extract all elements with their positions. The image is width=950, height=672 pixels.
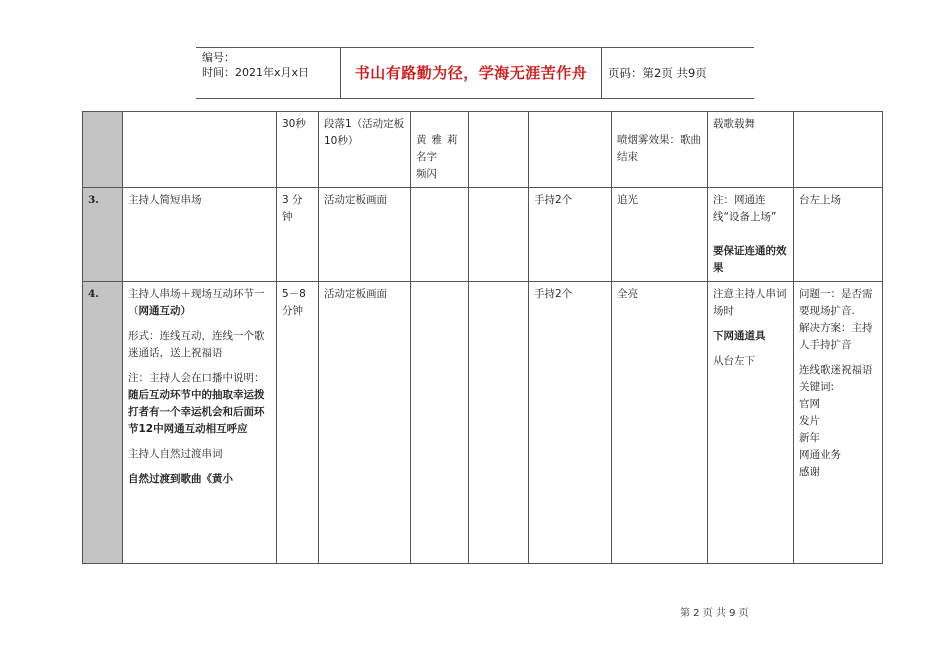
row-col6 [469, 188, 529, 282]
row-screen: 活动定板画面 [319, 282, 411, 564]
row-performer [411, 112, 469, 188]
keyword: 官网 [799, 398, 820, 410]
row-performer [411, 282, 469, 564]
row-screen: 活动定板画面 [319, 188, 411, 282]
header-page-number: 页码：第2页 共9页 [608, 66, 707, 80]
keyword: 网通业务 [799, 449, 841, 461]
row-performer [411, 188, 469, 282]
row-light [612, 112, 708, 188]
schedule-table [82, 111, 883, 564]
performer-name: 黄雅莉 [416, 134, 463, 146]
row-remark: 台左上场 [794, 188, 883, 282]
row-col6 [469, 112, 529, 188]
header-meta [202, 50, 340, 80]
content-form: 形式：连线互动，连线一个歌迷通话，送上祝福语 [128, 330, 265, 359]
header-divider [601, 48, 602, 98]
remark-solution: 解决方案：主持人手持扩音 [799, 322, 873, 351]
row-mic [529, 112, 612, 188]
note-bold: 下网通道具 [713, 330, 766, 342]
remark-keywords-label: 连线歌迷祝福语关键词: [799, 364, 873, 393]
serial-label: 编号： [202, 51, 235, 64]
row-note [708, 112, 794, 188]
keyword: 发片 [799, 415, 820, 427]
header-motto: 书山有路勤为径，学海无涯苦作舟 [354, 64, 588, 82]
performer-line: 名字 [416, 151, 437, 163]
light-text: 喷烟雾效果：歌曲结束 [617, 134, 701, 163]
content-note: 注：主持人会在口播中说明： [128, 372, 265, 384]
page-footer: 第 2 页 共 9 页 [680, 608, 749, 619]
row-screen [319, 112, 411, 188]
row-content [123, 112, 277, 188]
row-note [708, 282, 794, 564]
note-text: 从台左下 [713, 355, 755, 367]
note-text: 注意主持人串词场时 [713, 288, 787, 317]
row-number [83, 112, 123, 188]
row-remark [794, 282, 883, 564]
note-bold: 要保证连通的效果 [713, 245, 787, 274]
content-bold: 随后互动环节中的抽取幸运拨打者有一个幸运机会和后面环节12中网通互动相互呼应 [128, 389, 265, 435]
row-mic: 手持2个 [529, 282, 612, 564]
row-duration: 30秒 [277, 112, 319, 188]
row-note [708, 188, 794, 282]
row-duration: 5－8分钟 [277, 282, 319, 564]
row-col6 [469, 282, 529, 564]
time-label: 时间：2021年x月x日 [202, 66, 310, 79]
row-mic: 手持2个 [529, 188, 612, 282]
spacer [128, 362, 271, 370]
row-duration: 3 分钟 [277, 188, 319, 282]
table-row [83, 188, 883, 282]
remark-question: 问题一：是否需要现场扩音. [799, 288, 873, 317]
content-title: 主持人串场＋现场互动环节一（ [128, 288, 265, 317]
row-light: 全亮 [612, 282, 708, 564]
row-number: 4. [83, 282, 123, 564]
screen-text: 段落1（活动定板10秒） [324, 118, 405, 147]
spacer [128, 438, 271, 446]
table-row [83, 112, 883, 188]
content-bold2: 自然过渡到歌曲《黄小 [128, 473, 233, 485]
note-text: 载歌载舞 [713, 118, 755, 130]
spacer [799, 354, 877, 362]
content-title-bold: 网通互动） [138, 305, 191, 317]
spacer [713, 345, 788, 353]
row-number: 3. [83, 188, 123, 282]
content-text: 主持人简短串场 [128, 194, 202, 206]
keyword: 新年 [799, 432, 820, 444]
spacer [713, 320, 788, 328]
note-text: 注：网通连线“设备上场” [713, 194, 777, 223]
spacer [128, 463, 271, 471]
spacer [128, 320, 271, 328]
row-content [123, 188, 277, 282]
row-content [123, 282, 277, 564]
performer-line: 频闪 [416, 168, 437, 180]
row-light: 追光 [612, 188, 708, 282]
row-remark [794, 112, 883, 188]
keyword: 感谢 [799, 466, 820, 478]
page-header [196, 47, 754, 99]
content-transition: 主持人自然过渡串词 [128, 448, 223, 460]
spacer [713, 226, 788, 243]
table-row [83, 282, 883, 564]
